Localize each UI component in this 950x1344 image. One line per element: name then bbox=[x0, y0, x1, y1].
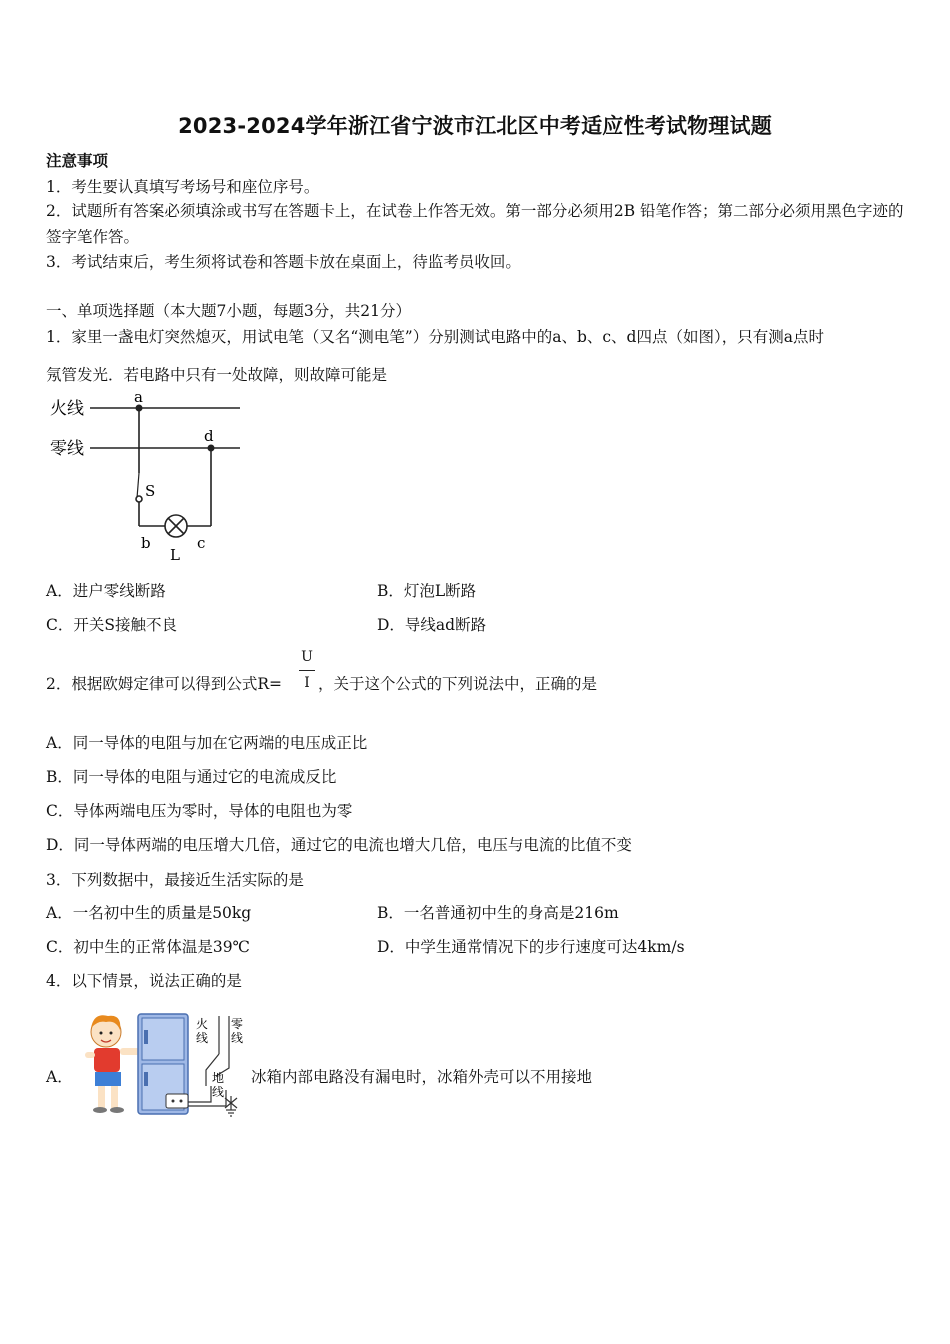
q3-stem: 3．下列数据中，最接近生活实际的是 bbox=[46, 871, 304, 889]
live-wire-char-1: 火 bbox=[196, 1017, 209, 1031]
live-wire-char-2: 线 bbox=[196, 1031, 209, 1045]
ground-wire-char-1: 地 bbox=[212, 1071, 225, 1085]
plug-icon bbox=[166, 1094, 188, 1108]
q1-stem-line2: 氖管发光．若电路中只有一处故障，则故障可能是 bbox=[46, 366, 388, 384]
point-d-label: d bbox=[204, 427, 214, 445]
q2-stem-before: 2．根据欧姆定律可以得到公式R= bbox=[46, 675, 283, 693]
notice-heading: 注意事项 bbox=[46, 151, 109, 170]
ground-wire-char-2: 线 bbox=[212, 1085, 225, 1099]
q2-stem-after: ，关于这个公式的下列说法中，正确的是 bbox=[318, 675, 598, 693]
fraction-numerator: U bbox=[301, 649, 313, 665]
notice-item-1: 1．考生要认真填写考场号和座位序号。 bbox=[46, 178, 320, 196]
section-heading: 一、单项选择题（本大题7小题，每题3分，共21分） bbox=[46, 302, 411, 320]
q3-option-b: B．一名普通初中生的身高是216m bbox=[377, 904, 619, 922]
neutral-wire-char-2: 线 bbox=[231, 1031, 244, 1045]
q2-option-a: A．同一导体的电阻与加在它两端的电压成正比 bbox=[46, 734, 368, 752]
neutral-wire-label: 零线 bbox=[50, 439, 84, 459]
fraction-bar bbox=[299, 670, 315, 671]
q4-option-a-text: 冰箱内部电路没有漏电时，冰箱外壳可以不用接地 bbox=[251, 1068, 593, 1086]
q1-option-c: C．开关S接触不良 bbox=[46, 616, 177, 634]
q2-option-c: C．导体两端电压为零时，导体的电阻也为零 bbox=[46, 802, 353, 820]
q2-option-b: B．同一导体的电阻与通过它的电流成反比 bbox=[46, 768, 337, 786]
q3-option-c: C．初中生的正常体温是39℃ bbox=[46, 938, 250, 956]
q4-stem: 4．以下情景，说法正确的是 bbox=[46, 972, 242, 990]
point-b-label: b bbox=[141, 534, 151, 552]
point-c-label: c bbox=[197, 534, 206, 552]
boy-figure bbox=[85, 1015, 140, 1113]
fraction-denominator: I bbox=[304, 675, 310, 691]
point-a-label: a bbox=[134, 388, 143, 406]
q1-option-b: B．灯泡L断路 bbox=[377, 582, 477, 600]
q3-option-d: D．中学生通常情况下的步行速度可达4km/s bbox=[377, 938, 685, 956]
q4-option-a-label: A． bbox=[46, 1068, 73, 1086]
page-title: 2023-2024学年浙江省宁波市江北区中考适应性考试物理试题 bbox=[178, 114, 772, 138]
q1-option-d: D．导线ad断路 bbox=[377, 616, 487, 634]
q4-fridge-illustration bbox=[76, 1010, 248, 1122]
notice-item-3: 3．考试结束后，考生须将试卷和答题卡放在桌面上，待监考员收回。 bbox=[46, 253, 521, 271]
notice-item-2: 2．试题所有答案必须填涂或书写在答题卡上，在试卷上作答无效。第一部分必须用2B 铅笔作答；第二部分必须用黑色字迹的签字笔作答。 bbox=[46, 202, 904, 246]
q1-circuit-diagram bbox=[46, 388, 246, 564]
neutral-wire-char-1: 零 bbox=[231, 1017, 244, 1031]
q3-option-a: A．一名初中生的质量是50kg bbox=[46, 904, 252, 922]
live-wire-label: 火线 bbox=[50, 399, 84, 419]
q1-option-a: A．进户零线断路 bbox=[46, 582, 166, 600]
lamp-label: L bbox=[170, 546, 180, 564]
switch-label: S bbox=[145, 482, 156, 500]
q2-option-d: D．同一导体两端的电压增大几倍，通过它的电流也增大几倍，电压与电流的比值不变 bbox=[46, 836, 632, 854]
q1-stem-line1: 1．家里一盏电灯突然熄灭，用试电笔（又名“测电笔”）分别测试电路中的a、b、c、d四点（如图），只有测a点时 bbox=[46, 328, 824, 346]
